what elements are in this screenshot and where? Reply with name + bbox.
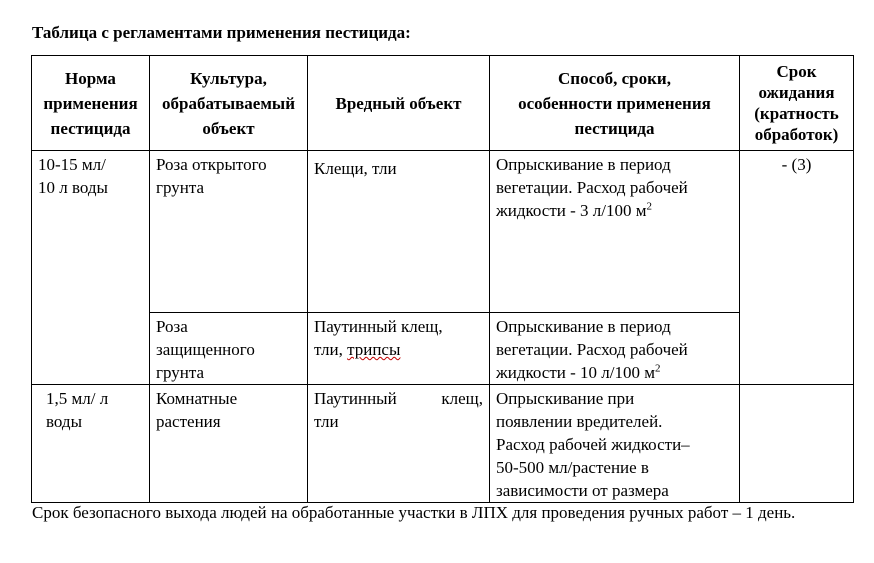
cell-pest: Паутинный клещ, тли, трипсы	[308, 313, 490, 385]
pesticide-regulations-table	[31, 55, 854, 503]
cell-culture: Роза открытого грунта	[150, 151, 308, 313]
header-pest: Вредный объект	[308, 56, 490, 151]
header-wait: Срок ожидания (кратность обработок)	[740, 56, 854, 151]
cell-pest: Паутинный клещ, тли	[308, 385, 490, 503]
table-row	[32, 151, 854, 313]
header-method: Способ, сроки, особенности применения пестицида	[490, 56, 740, 151]
header-norm: Норма применения пестицида	[32, 56, 150, 151]
table-title: Таблица с регламентами применения пестицида:	[32, 23, 411, 42]
cell-method: Опрыскивание в период вегетации. Расход рабочей жидкости - 3 л/100 $м^2$	[490, 151, 740, 313]
cell-culture: Роза защищенного грунта	[150, 313, 308, 385]
table-header-row	[32, 56, 854, 151]
footer-note: Срок безопасного выхода людей на обработанные участки в ЛПХ для проведения ручных работ – 1 день.	[32, 503, 796, 522]
spellcheck-underline: трипсы	[347, 340, 401, 359]
cell-pest: Клещи, тли	[308, 151, 490, 313]
cell-wait: - (3)	[740, 151, 854, 385]
cell-wait-empty	[740, 385, 854, 503]
cell-method: Опрыскивание в период вегетации. Расход рабочей жидкости - 10 л/100 $м^2$	[490, 313, 740, 385]
table-row	[32, 385, 854, 503]
cell-norm: 1,5 мл/ л воды	[32, 385, 150, 503]
table-row	[32, 313, 854, 385]
cell-method: Опрыскивание при появлении вредителей. Расход рабочей жидкости– 50-500 мл/растение в зависимости от размера	[490, 385, 740, 503]
cell-culture: Комнатные растения	[150, 385, 308, 503]
cell-norm: 10-15 мл/ 10 л воды	[32, 151, 150, 385]
header-culture: Культура, обрабатываемый объект	[150, 56, 308, 151]
